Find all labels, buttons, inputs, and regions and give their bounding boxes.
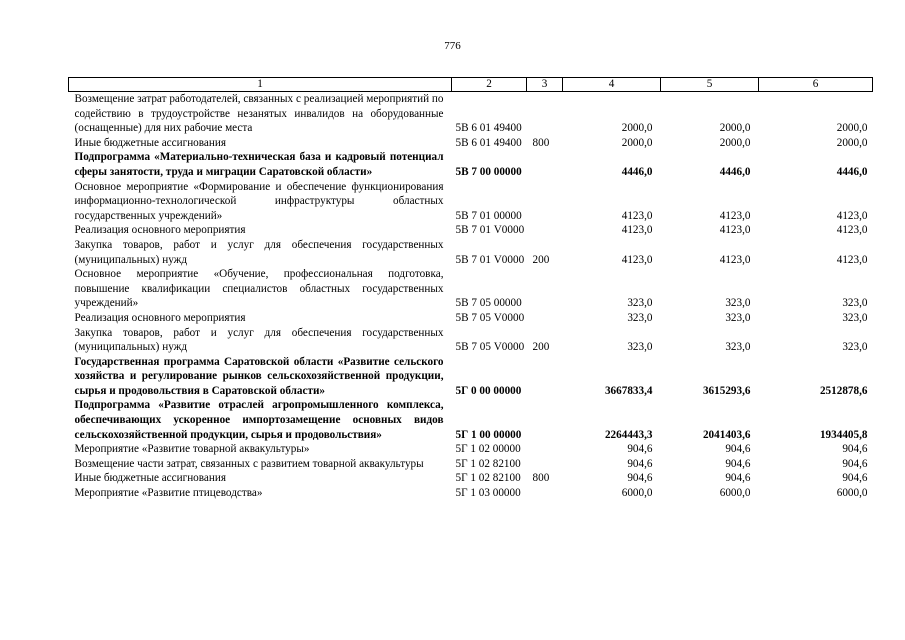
row-value-col6: 1934405,8 xyxy=(819,428,868,441)
row-value-col6: 904,6 xyxy=(842,472,868,485)
row-name: Возмещение затрат работодателей, связанных с реализацией мероприятий по содействию в трудоустройстве незанятых инвалидов на оборудованные (оснащенные) для них рабочие места xyxy=(74,93,444,135)
row-value-col6: 6000,0 xyxy=(836,487,868,500)
row-name: Закупка товаров, работ и услуг для обеспечения государственных (муниципальных) нужд xyxy=(74,326,444,354)
row-value-col4: 323,0 xyxy=(627,311,653,324)
table-row xyxy=(69,223,873,238)
row-value-col4: 323,0 xyxy=(627,297,653,310)
row-code: 5В 7 05 00000 xyxy=(455,297,522,310)
row-expense-type xyxy=(527,223,563,238)
row-name: Реализация основного мероприятия xyxy=(74,224,246,237)
row-code: 5Г 1 02 82100 xyxy=(455,457,521,470)
row-value-col5: 323,0 xyxy=(725,297,751,310)
row-value-col6: 2000,0 xyxy=(836,136,868,149)
row-value-col4: 4123,0 xyxy=(621,209,653,222)
row-value-col6: 2512878,6 xyxy=(819,384,868,397)
row-value-col5: 323,0 xyxy=(725,311,751,324)
header-col-1: 1 xyxy=(69,78,452,92)
row-value-col6: 2000,0 xyxy=(836,122,868,135)
row-code: 5В 7 05 V0000 xyxy=(455,341,525,354)
row-value-col5: 4123,0 xyxy=(719,253,751,266)
row-expense-type xyxy=(527,150,563,179)
row-value-col5: 4123,0 xyxy=(719,224,751,237)
row-value-col4: 904,6 xyxy=(627,457,653,470)
row-value-col6: 4123,0 xyxy=(836,253,868,266)
row-value-col4: 323,0 xyxy=(627,341,653,354)
row-code: 5В 6 01 49400 xyxy=(455,122,522,135)
row-expense-type: 800 xyxy=(532,136,550,149)
row-expense-type xyxy=(527,311,563,326)
table-row xyxy=(69,355,873,399)
row-value-col5: 2000,0 xyxy=(719,136,751,149)
row-value-col5: 4123,0 xyxy=(719,209,751,222)
table-row xyxy=(69,136,873,151)
row-name: Основное мероприятие «Обучение, профессиональная подготовка, повышение квалификации специалистов областных государственных учреждений» xyxy=(74,268,444,310)
table-row xyxy=(69,311,873,326)
row-value-col5: 4446,0 xyxy=(719,165,751,178)
row-code: 5Г 1 02 00000 xyxy=(455,443,521,456)
row-value-col4: 6000,0 xyxy=(621,487,653,500)
table-row xyxy=(69,326,873,355)
table-row xyxy=(69,457,873,472)
row-name: Иные бюджетные ассигнования xyxy=(74,472,226,485)
row-expense-type xyxy=(527,457,563,472)
row-value-col4: 3667833,4 xyxy=(604,384,653,397)
row-value-col5: 904,6 xyxy=(725,472,751,485)
row-code: 5Г 1 00 00000 xyxy=(455,428,522,441)
table-row xyxy=(69,398,873,442)
row-code: 5В 7 01 V0000 xyxy=(455,224,525,237)
row-name: Мероприятие «Развитие птицеводства» xyxy=(74,487,263,500)
row-value-col6: 323,0 xyxy=(842,341,868,354)
row-name: Мероприятие «Развитие товарной аквакультуры» xyxy=(74,443,310,456)
row-name: Основное мероприятие «Формирование и обеспечение функционирования информационно-технологической инфраструктуры областных государственных учреждений» xyxy=(74,180,444,222)
header-row xyxy=(69,78,873,92)
row-code: 5В 7 05 V0000 xyxy=(455,311,525,324)
table-body xyxy=(69,92,873,501)
row-value-col6: 4123,0 xyxy=(836,224,868,237)
row-code: 5Г 0 00 00000 xyxy=(455,384,522,397)
row-value-col5: 3615293,6 xyxy=(702,384,751,397)
row-value-col4: 2000,0 xyxy=(621,136,653,149)
row-code: 5В 7 01 00000 xyxy=(455,209,522,222)
table-row xyxy=(69,92,873,136)
row-expense-type xyxy=(527,92,563,136)
header-col-4: 4 xyxy=(563,78,661,92)
row-name: Иные бюджетные ассигнования xyxy=(74,136,226,149)
budget-table xyxy=(68,77,873,501)
row-value-col5: 904,6 xyxy=(725,443,751,456)
row-code: 5В 7 00 00000 xyxy=(455,165,522,178)
row-expense-type: 200 xyxy=(532,253,550,266)
row-code: 5Г 1 03 00000 xyxy=(455,487,521,500)
row-value-col4: 4123,0 xyxy=(621,253,653,266)
row-value-col4: 904,6 xyxy=(627,472,653,485)
table-header xyxy=(69,78,873,92)
row-value-col4: 2000,0 xyxy=(621,122,653,135)
row-value-col6: 904,6 xyxy=(842,443,868,456)
row-code: 5В 7 01 V0000 xyxy=(455,253,525,266)
row-name: Возмещение части затрат, связанных с развитием товарной аквакультуры xyxy=(74,457,424,470)
header-col-3: 3 xyxy=(527,78,563,92)
row-value-col4: 2264443,3 xyxy=(604,428,653,441)
row-expense-type: 800 xyxy=(532,472,550,485)
row-code: 5Г 1 02 82100 xyxy=(455,472,521,485)
header-col-2: 2 xyxy=(452,78,527,92)
row-value-col6: 4123,0 xyxy=(836,209,868,222)
row-expense-type xyxy=(527,355,563,399)
row-expense-type xyxy=(527,180,563,224)
row-expense-type xyxy=(527,267,563,311)
table-row xyxy=(69,150,873,179)
row-expense-type: 200 xyxy=(532,341,550,354)
row-name: Государственная программа Саратовской области «Развитие сельского хозяйства и регулирование рынков сельскохозяйственной продукции, сырья и продовольствия в Саратовской области» xyxy=(74,355,444,397)
row-name: Закупка товаров, работ и услуг для обеспечения государственных (муниципальных) нужд xyxy=(74,238,444,266)
row-name: Подпрограмма «Развитие отраслей агропромышленного комплекса, обеспечивающих ускоренное импортозамещение основных видов сельскохозяйственной продукции, сырья и продовольствия» xyxy=(74,399,444,441)
row-value-col6: 323,0 xyxy=(842,311,868,324)
row-value-col6: 323,0 xyxy=(842,297,868,310)
table-row xyxy=(69,471,873,486)
row-value-col6: 904,6 xyxy=(842,457,868,470)
table-row xyxy=(69,442,873,457)
row-name: Подпрограмма «Материально-техническая база и кадровый потенциал сферы занятости, труда и миграции Саратовской области» xyxy=(74,151,444,178)
row-code: 5В 6 01 49400 xyxy=(455,136,522,149)
row-expense-type xyxy=(527,442,563,457)
budget-table-container xyxy=(68,77,872,501)
row-value-col5: 904,6 xyxy=(725,457,751,470)
page-number: 776 xyxy=(444,40,461,52)
row-name: Реализация основного мероприятия xyxy=(74,311,246,324)
row-value-col5: 323,0 xyxy=(725,341,751,354)
row-value-col5: 6000,0 xyxy=(719,487,751,500)
table-row xyxy=(69,486,873,501)
row-expense-type xyxy=(527,398,563,442)
header-col-6: 6 xyxy=(759,78,873,92)
table-row xyxy=(69,180,873,224)
header-col-5: 5 xyxy=(661,78,759,92)
row-value-col4: 4446,0 xyxy=(621,165,653,178)
row-value-col6: 4446,0 xyxy=(836,165,868,178)
row-value-col4: 4123,0 xyxy=(621,224,653,237)
row-expense-type xyxy=(527,486,563,501)
row-value-col5: 2041403,6 xyxy=(702,428,751,441)
table-row xyxy=(69,238,873,267)
table-row xyxy=(69,267,873,311)
row-value-col4: 904,6 xyxy=(627,443,653,456)
row-value-col5: 2000,0 xyxy=(719,122,751,135)
